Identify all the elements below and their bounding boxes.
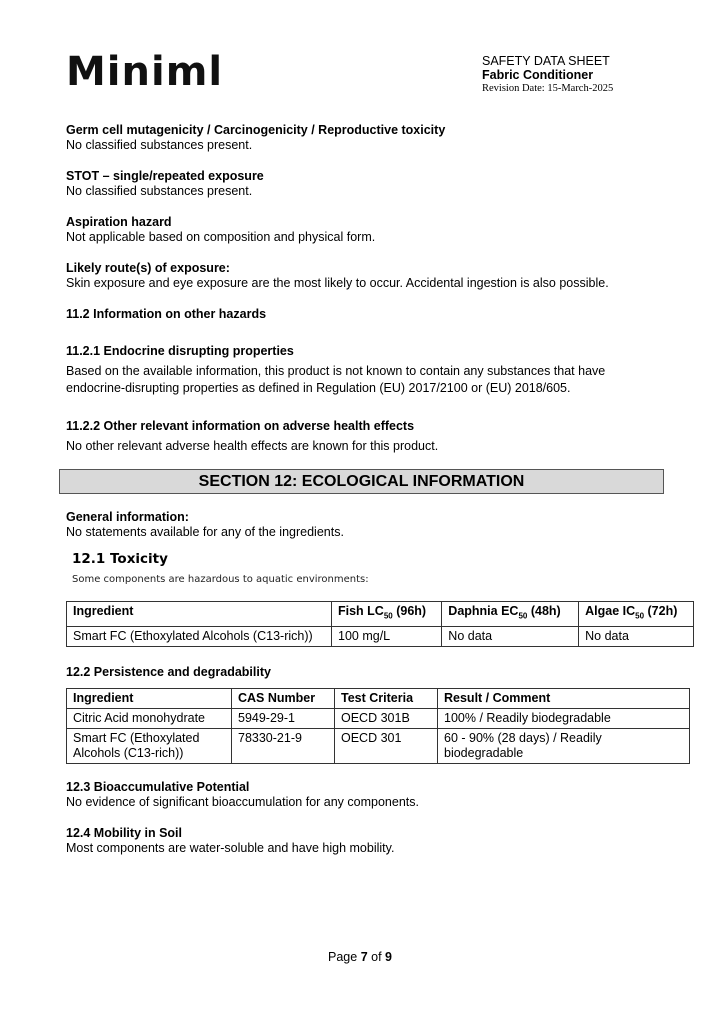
revision-date: Revision Date: 15-March-2025 [482,82,614,94]
table-cell: OECD 301 [335,728,438,763]
page-total: 9 [385,950,392,964]
footer-of: of [367,950,386,964]
col-ingredient: Ingredient [67,602,332,627]
hazard-item [66,123,666,153]
mobility-text: Most components are water-soluble and have high mobility. [66,840,395,855]
other-effects-title: 11.2.2 Other relevant information on adverse health effects [66,419,415,433]
product-name: Fabric Conditioner [482,68,594,83]
bioaccumulative-text: No evidence of significant bioaccumulation for any components. [66,794,419,809]
hazard-item [66,215,666,245]
table-row [67,708,690,728]
item-title: Germ cell mutagenicity / Carcinogenicity / Reproductive toxicity [66,123,446,137]
table-cell: Citric Acid monohydrate [67,708,232,728]
col-cas: CAS Number [232,688,335,708]
persistence-table [66,688,690,764]
item-title: STOT – single/repeated exposure [66,169,264,183]
table-cell: 60 - 90% (28 days) / Readily biodegradable [438,728,690,763]
table-cell: OECD 301B [335,708,438,728]
item-text: No classified substances present. [66,184,253,198]
item-text: Not applicable based on composition and physical form. [66,230,376,244]
endocrine-title: 11.2.1 Endocrine disrupting properties [66,344,294,358]
item-text: Skin exposure and eye exposure are the most likely to occur. Accidental ingestion is also possible. [66,276,609,290]
table-cell: Smart FC (Ethoxylated Alcohols (C13-rich)) [67,728,232,763]
table-cell: 100% / Readily biodegradable [438,708,690,728]
toxicity-title: 12.1 Toxicity [72,551,168,567]
item-title: Aspiration hazard [66,215,172,229]
document-header [482,54,613,95]
toxicity-table [66,601,694,647]
section-11-2-title: 11.2 Information on other hazards [66,307,267,321]
endocrine-text: Based on the available information, this product is not known to contain any substances that have endocrine-disrupting properties as defined in Regulation (EU) 2017/2100 or (EU) 2018/605. [66,364,606,395]
general-info-text: No statements available for any of the ingredients. [66,525,344,539]
table-header-row [67,688,690,708]
doc-type: SAFETY DATA SHEET [482,54,610,68]
col-daphnia: Daphnia $EC_{50}$ (48h) [442,602,579,627]
hazard-item [66,169,666,199]
col-result: Result / Comment [438,688,690,708]
col-algae: Algae $IC_{50}$ (72h) [579,602,694,627]
col-fish: Fish $LC_{50}$ (96h) [332,602,442,627]
table-header-row [67,602,694,627]
persistence-title: 12.2 Persistence and degradability [66,664,271,679]
general-info-title: General information: [66,510,189,524]
mobility-title: 12.4 Mobility in Soil [66,825,182,840]
page-content [66,123,678,856]
hazard-item [66,261,666,291]
item-title: Likely route(s) of exposure: [66,261,230,275]
table-cell: 5949-29-1 [232,708,335,728]
table-cell: Smart FC (Ethoxylated Alcohols (C13-rich)) [67,626,332,646]
table-row [67,728,690,763]
col-test: Test Criteria [335,688,438,708]
table-cell: No data [442,626,579,646]
page-footer [0,950,720,964]
footer-prefix: Page [328,950,361,964]
col-ingredient: Ingredient [67,688,232,708]
other-effects-text: No other relevant adverse health effects are known for this product. [66,439,439,453]
table-cell: No data [579,626,694,646]
toxicity-note: Some components are hazardous to aquatic environments: [72,574,369,585]
table-row [67,626,694,646]
page-number: 7 [360,950,368,964]
table-cell: 78330-21-9 [232,728,335,763]
section-12-heading: SECTION 12: ECOLOGICAL INFORMATION [59,469,664,494]
bioaccumulative-title: 12.3 Bioaccumulative Potential [66,779,250,794]
table-cell: 100 mg/L [332,626,442,646]
item-text: No classified substances present. [66,138,253,152]
brand-logo: Miniml [66,49,224,95]
